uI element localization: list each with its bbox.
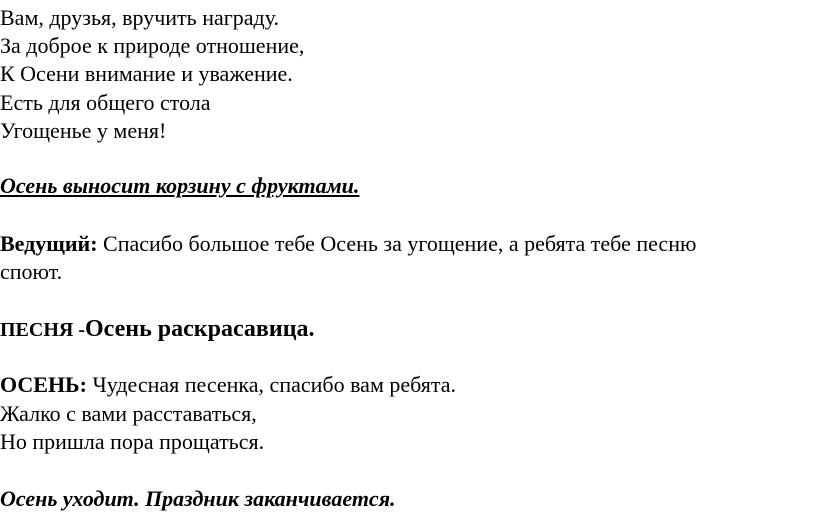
- host-line-2: споют.: [0, 259, 63, 284]
- song-heading: [0, 316, 315, 343]
- song-title: Осень раскрасавица.: [85, 316, 315, 342]
- verse-line-2: За доброе к природе отношение,: [0, 33, 305, 58]
- verse-line-1: Вам, друзья, вручить награду.: [0, 5, 280, 30]
- autumn-line-1: [0, 372, 456, 398]
- host-speaker-label: Ведущий:: [0, 231, 98, 256]
- verse-line-5: Угощенье у меня!: [0, 118, 167, 143]
- stage-direction-ending: Осень уходит. Праздник заканчивается.: [0, 486, 396, 511]
- verse-line-4: Есть для общего стола: [0, 90, 211, 115]
- host-line-1: [0, 231, 696, 257]
- autumn-line-3: Но пришла пора прощаться.: [0, 429, 265, 454]
- host-text-1: Спасибо большое тебе Осень за угощение, а ребята тебе песню: [97, 231, 697, 256]
- song-prefix: ПЕСНЯ -: [0, 319, 85, 341]
- verse-line-3: К Осени внимание и уважение.: [0, 61, 293, 86]
- autumn-text-1: Чудесная песенка, спасибо вам ребята.: [86, 372, 457, 397]
- stage-direction-basket: Осень выносит корзину с фруктами.: [0, 173, 360, 198]
- autumn-speaker-label: ОСЕНЬ:: [0, 372, 87, 397]
- autumn-line-2: Жалко с вами расставаться,: [0, 401, 257, 426]
